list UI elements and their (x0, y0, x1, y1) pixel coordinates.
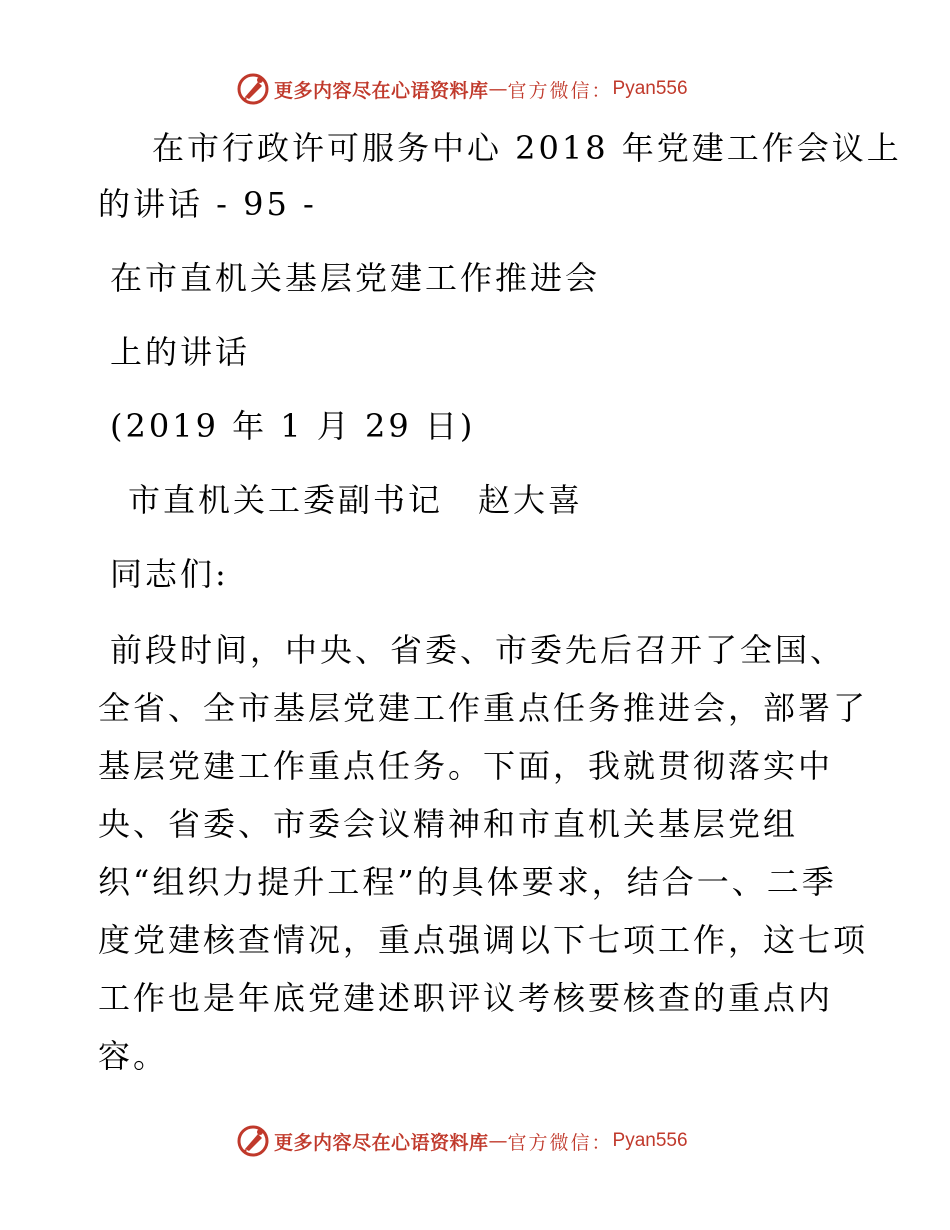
paragraph-line: 前段时间，中央、省委、市委先后召开了全国、 (110, 631, 846, 669)
heading-line-2: 的讲话 - 95 - (98, 185, 317, 223)
paragraph-line: 度党建核查情况，重点强调以下七项工作，这七项 (98, 921, 869, 959)
watermark-banner-top (236, 72, 688, 106)
title-line-2: 上的讲话 (110, 333, 251, 371)
pen-circle-logo-icon (236, 72, 270, 106)
watermark-site-text: 更多内容尽在心语资料库 (274, 1131, 489, 1154)
paragraph-line: 全省、全市基层党建工作重点任务推进会，部署了 (98, 689, 869, 727)
title-line-1: 在市直机关基层党建工作推进会 (110, 259, 601, 297)
watermark-wechat-id: Pyan556 (612, 78, 688, 99)
watermark-dash: — (488, 78, 508, 100)
salutation: 同志们: (110, 555, 229, 593)
watermark-wechat-label: 官方微信： (507, 1131, 613, 1154)
paragraph-line: 基层党建工作重点任务。下面，我就贯彻落实中 (98, 747, 834, 785)
heading-line-1: 在市行政许可服务中心 2018 年党建工作会议上 (152, 129, 902, 167)
watermark-site-text: 更多内容尽在心语资料库 (274, 79, 489, 102)
paragraph-line: 工作也是年底党建述职评议考核要核查的重点内 (98, 979, 834, 1017)
watermark-banner-bottom (236, 1124, 688, 1158)
speech-date: (2019 年 1 月 29 日) (110, 407, 476, 445)
pen-circle-logo-icon (236, 1124, 270, 1158)
watermark-wechat-label: 官方微信： (507, 79, 613, 102)
paragraph-line: 容。 (98, 1037, 169, 1075)
speaker-line: 市直机关工委副书记 赵大喜 (128, 481, 584, 519)
paragraph-line: 织“组织力提升工程”的具体要求，结合一、二季 (98, 863, 837, 901)
watermark-wechat-id: Pyan556 (612, 1130, 688, 1151)
watermark-dash: — (488, 1130, 508, 1152)
paragraph-line: 央、省委、市委会议精神和市直机关基层党组 (98, 805, 799, 843)
